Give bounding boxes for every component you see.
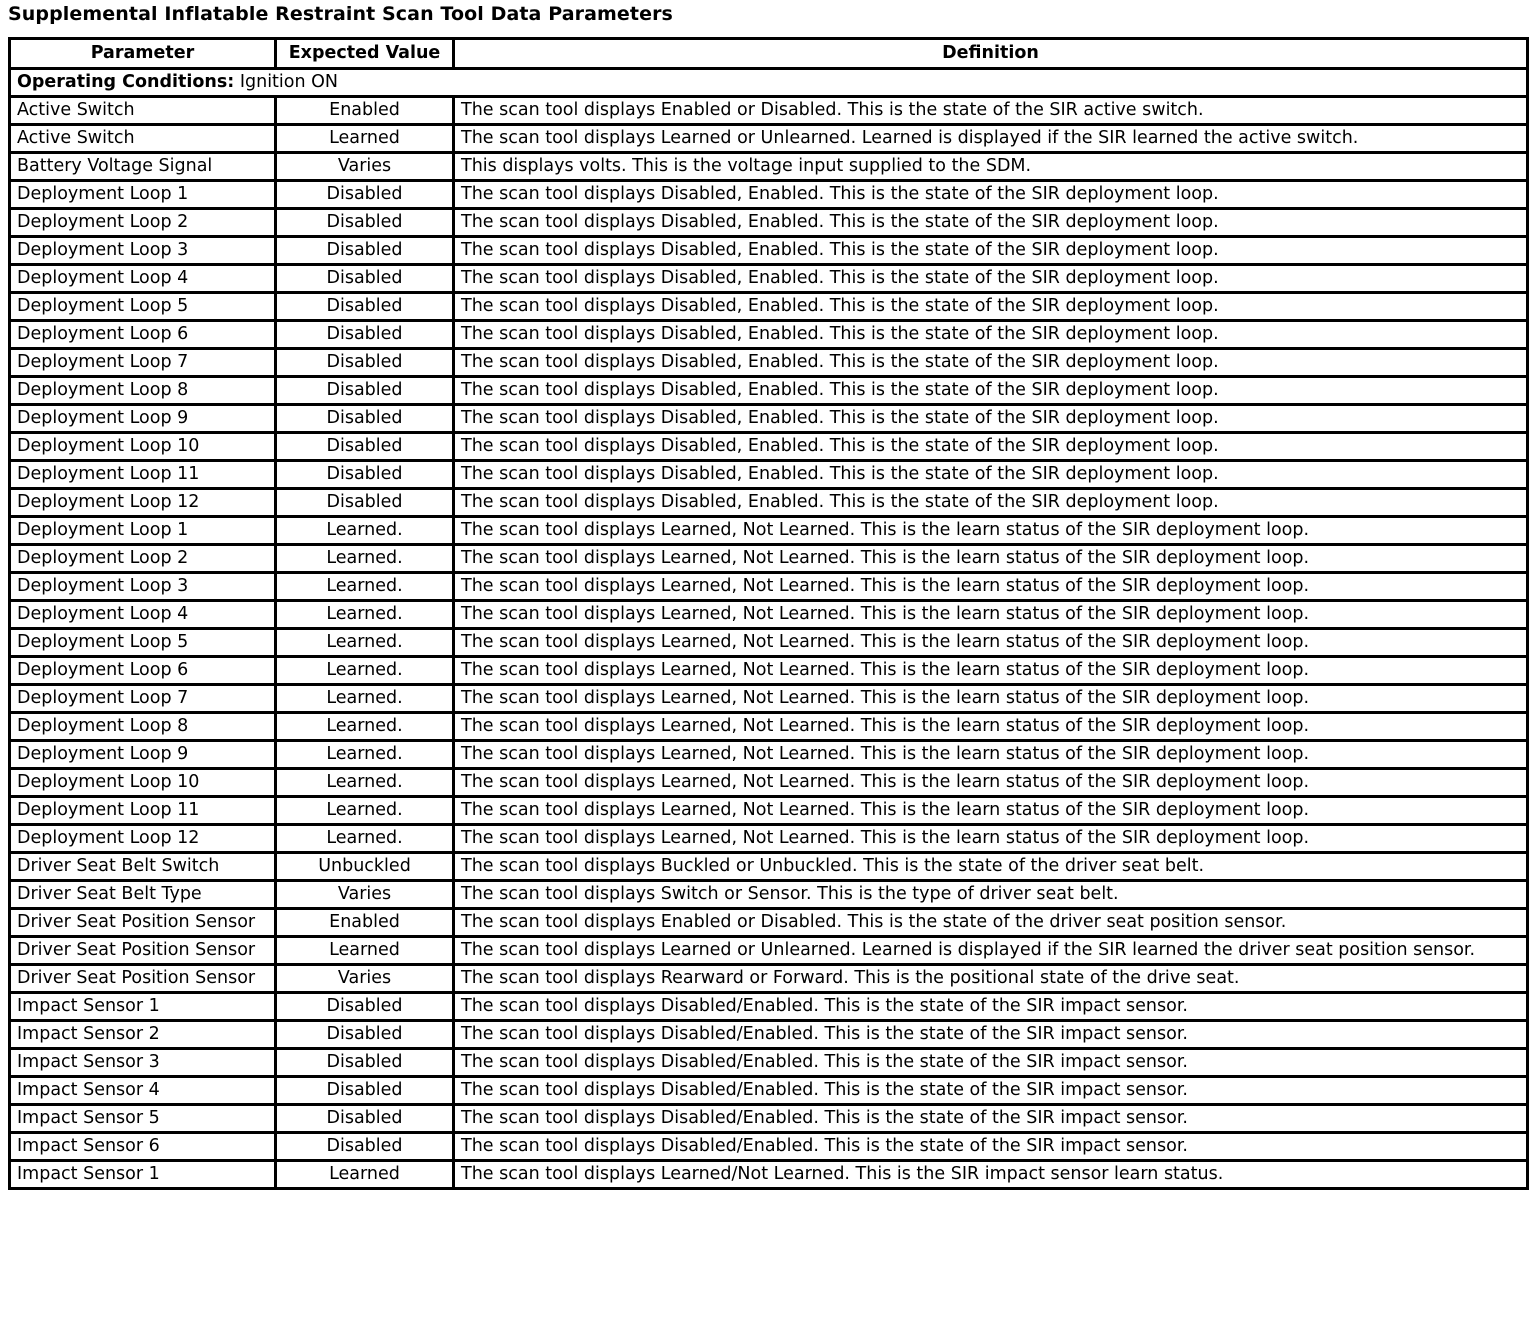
definition-cell: The scan tool displays Learned, Not Learned. This is the learn status of the SIR deployment loop. [454,685,1528,713]
expected-value-cell: Disabled [276,293,454,321]
definition-cell: The scan tool displays Disabled, Enabled. This is the state of the SIR deployment loop. [454,461,1528,489]
expected-value-cell: Disabled [276,349,454,377]
definition-cell: The scan tool displays Disabled, Enabled. This is the state of the SIR deployment loop. [454,321,1528,349]
definition-cell: The scan tool displays Disabled, Enabled. This is the state of the SIR deployment loop. [454,405,1528,433]
param-cell: Driver Seat Position Sensor [10,965,276,993]
param-cell: Impact Sensor 1 [10,1161,276,1189]
definition-cell: The scan tool displays Disabled, Enabled. This is the state of the SIR deployment loop. [454,181,1528,209]
param-cell: Driver Seat Belt Type [10,881,276,909]
table-row [10,965,1528,993]
definition-cell: The scan tool displays Learned, Not Learned. This is the learn status of the SIR deployment loop. [454,573,1528,601]
param-cell: Deployment Loop 9 [10,405,276,433]
table-row [10,657,1528,685]
param-cell: Deployment Loop 10 [10,433,276,461]
expected-value-cell: Varies [276,881,454,909]
table-row [10,769,1528,797]
table-row [10,909,1528,937]
param-cell: Impact Sensor 6 [10,1133,276,1161]
expected-value-cell: Disabled [276,433,454,461]
table-row [10,97,1528,125]
definition-cell: The scan tool displays Disabled, Enabled. This is the state of the SIR deployment loop. [454,349,1528,377]
definition-cell: The scan tool displays Disabled, Enabled. This is the state of the SIR deployment loop. [454,377,1528,405]
table-row [10,489,1528,517]
expected-value-cell: Enabled [276,97,454,125]
table-row [10,797,1528,825]
param-cell: Deployment Loop 6 [10,321,276,349]
table-row [10,741,1528,769]
operating-conditions-row [10,69,1528,97]
expected-value-cell: Learned. [276,629,454,657]
param-cell: Deployment Loop 12 [10,825,276,853]
expected-value-cell: Disabled [276,405,454,433]
param-cell: Deployment Loop 6 [10,657,276,685]
param-cell: Deployment Loop 4 [10,601,276,629]
expected-value-cell: Learned [276,125,454,153]
definition-cell: The scan tool displays Learned, Not Learned. This is the learn status of the SIR deployment loop. [454,825,1528,853]
expected-value-cell: Disabled [276,377,454,405]
expected-value-cell: Learned. [276,741,454,769]
definition-cell: The scan tool displays Disabled/Enabled. This is the state of the SIR impact sensor. [454,993,1528,1021]
table-row [10,573,1528,601]
table-row [10,1077,1528,1105]
expected-value-cell: Varies [276,153,454,181]
expected-value-cell: Disabled [276,1105,454,1133]
definition-cell: The scan tool displays Learned, Not Learned. This is the learn status of the SIR deployment loop. [454,741,1528,769]
table-row [10,349,1528,377]
expected-value-cell: Learned [276,1161,454,1189]
definition-cell: The scan tool displays Learned, Not Learned. This is the learn status of the SIR deployment loop. [454,797,1528,825]
definition-cell: The scan tool displays Disabled, Enabled. This is the state of the SIR deployment loop. [454,209,1528,237]
param-cell: Deployment Loop 1 [10,181,276,209]
expected-value-cell: Learned. [276,657,454,685]
definition-cell: The scan tool displays Learned or Unlearned. Learned is displayed if the SIR learned the driver seat position sensor. [454,937,1528,965]
table-header-row [10,39,1528,69]
definition-cell: The scan tool displays Disabled, Enabled. This is the state of the SIR deployment loop. [454,433,1528,461]
param-cell: Deployment Loop 7 [10,349,276,377]
definition-cell: The scan tool displays Switch or Sensor. This is the type of driver seat belt. [454,881,1528,909]
param-cell: Battery Voltage Signal [10,153,276,181]
page-title: Supplemental Inflatable Restraint Scan Tool Data Parameters [8,3,673,25]
param-cell: Deployment Loop 11 [10,461,276,489]
param-cell: Active Switch [10,97,276,125]
param-cell: Impact Sensor 3 [10,1049,276,1077]
operating-conditions-cell [10,69,1528,97]
table-row [10,601,1528,629]
expected-value-cell: Disabled [276,489,454,517]
param-cell: Impact Sensor 5 [10,1105,276,1133]
expected-value-cell: Disabled [276,209,454,237]
definition-cell: The scan tool displays Disabled, Enabled. This is the state of the SIR deployment loop. [454,265,1528,293]
expected-value-cell: Disabled [276,461,454,489]
table-row [10,377,1528,405]
definition-cell: The scan tool displays Disabled, Enabled. This is the state of the SIR deployment loop. [454,489,1528,517]
expected-value-cell: Learned. [276,713,454,741]
operating-conditions-value: Ignition ON [234,72,339,92]
table-row [10,1049,1528,1077]
table-row [10,433,1528,461]
column-header-definition: Definition [454,39,1528,69]
expected-value-cell: Varies [276,965,454,993]
param-cell: Impact Sensor 2 [10,1021,276,1049]
param-cell: Deployment Loop 3 [10,573,276,601]
definition-cell: The scan tool displays Learned, Not Learned. This is the learn status of the SIR deployment loop. [454,713,1528,741]
definition-cell: The scan tool displays Enabled or Disabled. This is the state of the SIR active switch. [454,97,1528,125]
expected-value-cell: Learned [276,937,454,965]
table-row [10,825,1528,853]
table-row [10,293,1528,321]
definition-cell: The scan tool displays Learned, Not Learned. This is the learn status of the SIR deployment loop. [454,769,1528,797]
table-row [10,517,1528,545]
expected-value-cell: Disabled [276,1049,454,1077]
param-cell: Deployment Loop 2 [10,209,276,237]
table-row [10,937,1528,965]
table-row [10,881,1528,909]
table-row [10,685,1528,713]
table-row [10,1161,1528,1189]
expected-value-cell: Learned. [276,601,454,629]
definition-cell: The scan tool displays Disabled/Enabled. This is the state of the SIR impact sensor. [454,1021,1528,1049]
expected-value-cell: Learned. [276,545,454,573]
definition-cell: The scan tool displays Disabled/Enabled. This is the state of the SIR impact sensor. [454,1133,1528,1161]
definition-cell: The scan tool displays Learned, Not Learned. This is the learn status of the SIR deployment loop. [454,629,1528,657]
param-cell: Deployment Loop 3 [10,237,276,265]
table-row [10,545,1528,573]
definition-cell: The scan tool displays Rearward or Forward. This is the positional state of the drive seat. [454,965,1528,993]
param-cell: Deployment Loop 11 [10,797,276,825]
expected-value-cell: Learned. [276,769,454,797]
definition-cell: The scan tool displays Buckled or Unbuckled. This is the state of the driver seat belt. [454,853,1528,881]
column-header-parameter: Parameter [10,39,276,69]
definition-cell: The scan tool displays Learned or Unlearned. Learned is displayed if the SIR learned the active switch. [454,125,1528,153]
expected-value-cell: Disabled [276,321,454,349]
param-cell: Deployment Loop 8 [10,377,276,405]
param-cell: Deployment Loop 7 [10,685,276,713]
table-row [10,1105,1528,1133]
expected-value-cell: Learned. [276,517,454,545]
param-cell: Deployment Loop 1 [10,517,276,545]
expected-value-cell: Learned. [276,685,454,713]
expected-value-cell: Unbuckled [276,853,454,881]
definition-cell: This displays volts. This is the voltage input supplied to the SDM. [454,153,1528,181]
param-cell: Driver Seat Position Sensor [10,909,276,937]
definition-cell: The scan tool displays Disabled, Enabled. This is the state of the SIR deployment loop. [454,237,1528,265]
definition-cell: The scan tool displays Learned/Not Learned. This is the SIR impact sensor learn status. [454,1161,1528,1189]
table-row [10,405,1528,433]
definition-cell: The scan tool displays Disabled/Enabled. This is the state of the SIR impact sensor. [454,1105,1528,1133]
param-cell: Impact Sensor 4 [10,1077,276,1105]
table-row [10,993,1528,1021]
table-row [10,853,1528,881]
param-cell: Driver Seat Position Sensor [10,937,276,965]
definition-cell: The scan tool displays Learned, Not Learned. This is the learn status of the SIR deployment loop. [454,545,1528,573]
column-header-expected-value: Expected Value [276,39,454,69]
table-row [10,713,1528,741]
definition-cell: The scan tool displays Disabled/Enabled. This is the state of the SIR impact sensor. [454,1077,1528,1105]
expected-value-cell: Learned. [276,573,454,601]
table-row [10,125,1528,153]
table-row [10,629,1528,657]
param-cell: Driver Seat Belt Switch [10,853,276,881]
table-row [10,1133,1528,1161]
param-cell: Deployment Loop 12 [10,489,276,517]
expected-value-cell: Enabled [276,909,454,937]
scan-tool-data-parameters-table [8,37,1529,1190]
expected-value-cell: Learned. [276,825,454,853]
definition-cell: The scan tool displays Learned, Not Learned. This is the learn status of the SIR deployment loop. [454,601,1528,629]
expected-value-cell: Disabled [276,237,454,265]
table-row [10,237,1528,265]
expected-value-cell: Disabled [276,1077,454,1105]
expected-value-cell: Disabled [276,181,454,209]
expected-value-cell: Learned. [276,797,454,825]
param-cell: Deployment Loop 10 [10,769,276,797]
table-row [10,153,1528,181]
table-row [10,321,1528,349]
param-cell: Deployment Loop 4 [10,265,276,293]
expected-value-cell: Disabled [276,1133,454,1161]
expected-value-cell: Disabled [276,265,454,293]
table-row [10,461,1528,489]
param-cell: Deployment Loop 2 [10,545,276,573]
param-cell: Active Switch [10,125,276,153]
definition-cell: The scan tool displays Learned, Not Learned. This is the learn status of the SIR deployment loop. [454,657,1528,685]
definition-cell: The scan tool displays Enabled or Disabled. This is the state of the driver seat position sensor. [454,909,1528,937]
table-row [10,265,1528,293]
expected-value-cell: Disabled [276,993,454,1021]
definition-cell: The scan tool displays Disabled/Enabled. This is the state of the SIR impact sensor. [454,1049,1528,1077]
operating-conditions-label: Operating Conditions: [17,72,235,92]
table-row [10,209,1528,237]
param-cell: Deployment Loop 5 [10,293,276,321]
param-cell: Deployment Loop 8 [10,713,276,741]
table-row [10,181,1528,209]
table-row [10,1021,1528,1049]
param-cell: Impact Sensor 1 [10,993,276,1021]
definition-cell: The scan tool displays Disabled, Enabled. This is the state of the SIR deployment loop. [454,293,1528,321]
definition-cell: The scan tool displays Learned, Not Learned. This is the learn status of the SIR deployment loop. [454,517,1528,545]
expected-value-cell: Disabled [276,1021,454,1049]
param-cell: Deployment Loop 9 [10,741,276,769]
param-cell: Deployment Loop 5 [10,629,276,657]
